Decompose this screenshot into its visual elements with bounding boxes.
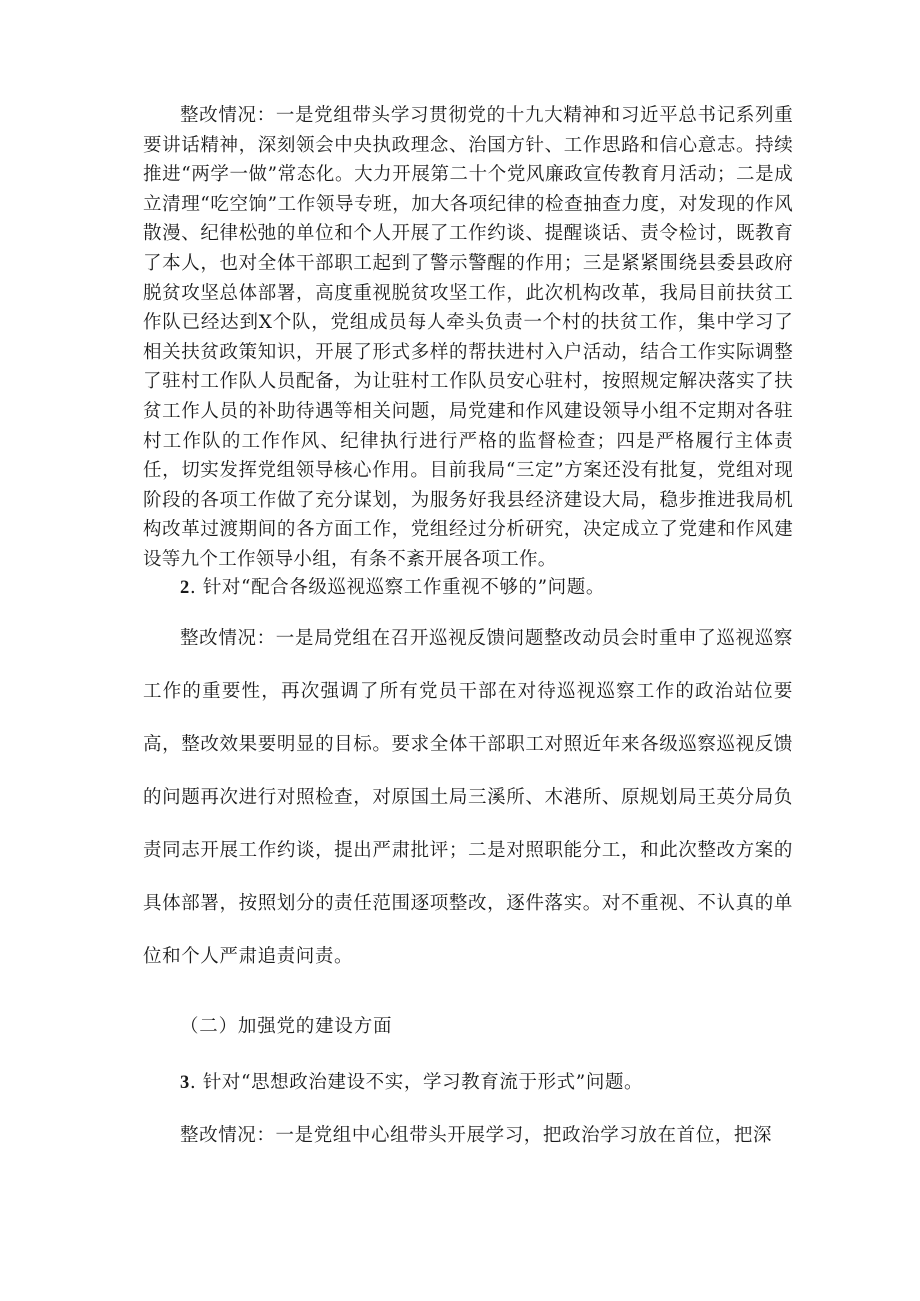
issue-2-heading <box>180 574 790 602</box>
rectification-paragraph-3: 整改情况：一是党组中心组带头开展学习，把政治学习放在首位，把深 <box>180 1125 773 1146</box>
issue-3-heading <box>180 1069 790 1097</box>
issue-2-number: 2 <box>180 578 190 598</box>
rectification-paragraph-2: 整改情况：一是局党组在召开巡视反馈问题整改动员会时重申了巡视巡察工作的重要性，再次强调了所有党员干部在对待巡视巡察工作的政治站位要高，整改效果要明显的目标。要求全体干部职工对照近年来各级巡察巡视反馈的问题再次进行对照检查，对原国土局三溪所、木港所、原规划局王英分局负责同志开展工作约谈，提出严肃批评；二是对照职能分工，和此次整改方案的具体部署，按照划分的责任范围逐项整改，逐件落实。对不重视、不认真的单位和个人严肃追责问责。 <box>143 628 793 967</box>
section-heading: （二）加强党的建设方面 <box>180 1016 393 1037</box>
issue-3-title: . 针对“思想政治建设不实，学习教育流于形式”问题。 <box>189 1072 644 1093</box>
rectification-paragraph-1: 整改情况：一是党组带头学习贯彻党的十九大精神和习近平总书记系列重要讲话精神，深刻领会中央执政理念、治国方针、工作思路和信心意志。持续推进“两学一做”常态化。大力开展第二十个党风廉政宣传教育月活动；二是成立清理“吃空饷”工作领导专班，加大各项纪律的检查抽查力度，对发现的作风散漫、纪律松弛的单位和个人开展了工作约谈、提醒谈话、责令检讨，既教育了本人，也对全体干部职工起到了警示警醒的作用；三是紧紧围绕县委县政府脱贫攻坚总体部署，高度重视脱贫攻坚工作，此次机构改革，我局目前扶贫工作队已经达到X个队，党组成员每人牵头负责一个村的扶贫工作，集中学习了相关扶贫政策知识，开展了形式多样的帮扶进村入户活动，结合工作实际调整了驻村工作队人员配备，为让驻村工作队员安心驻村，按照规定解决落实了扶贫工作人员的补助待遇等相关问题，局党建和作风建设领导小组不定期对各驻村工作队的工作作风、纪律执行进行严格的监督检查；四是严格履行主体责任，切实发挥党组领导核心作用。目前我局“三定”方案还没有批复，党组对现阶段的各项工作做了充分谋划，为服务好我县经济建设大局，稳步推进我局机构改革过渡期间的各方面工作，党组经过分析研究，决定成立了党建和作风建设等九个工作领导小组，有条不紊开展各项工作。 <box>143 105 793 570</box>
issue-2-title: . 针对“配合各级巡视巡察工作重视不够的”问题。 <box>189 577 605 598</box>
issue-3-number: 3 <box>180 1073 190 1093</box>
